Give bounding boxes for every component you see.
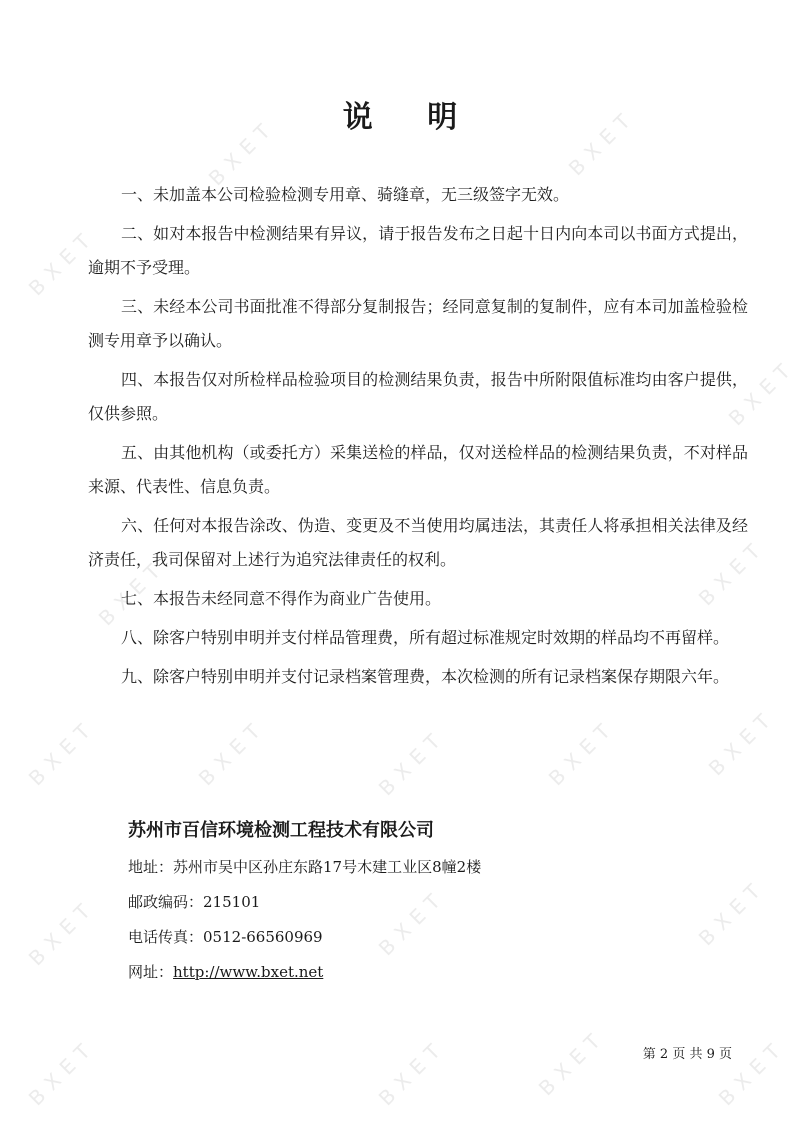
company-name: 苏州市百信环境检测工程技术有限公司 xyxy=(128,820,434,841)
page-title: 说 明 xyxy=(342,100,480,135)
website-row xyxy=(128,955,481,990)
phone-value: 0512-66560969 xyxy=(203,928,323,946)
clause-6: 六、任何对本报告涂改、伪造、变更及不当使用均属违法，其责任人将承担相关法律及经济责任，我司保留对上述行为追究法律责任的权利。 xyxy=(88,516,748,569)
address-row xyxy=(128,850,481,885)
watermark-text: BXET xyxy=(723,353,800,431)
website-link[interactable]: http://www.bxet.net xyxy=(173,963,324,981)
postcode-label: 邮政编码： xyxy=(128,893,204,911)
phone-label: 电话传真： xyxy=(128,928,204,946)
phone-row xyxy=(128,920,481,955)
watermark-text: BXET xyxy=(563,103,641,181)
watermark-text: BXET xyxy=(373,883,451,961)
watermark-text: BXET xyxy=(533,1023,611,1101)
watermark-text: BXET xyxy=(693,533,771,611)
clause-list xyxy=(88,178,748,699)
page-number: 第 2 页 共 9 页 xyxy=(642,1047,732,1062)
watermark-text: BXET xyxy=(193,713,271,791)
watermark-text: BXET xyxy=(693,873,771,951)
clause-5: 五、由其他机构（或委托方）采集送检的样品，仅对送检样品的检测结果负责，不对样品来源、代表性、信息负责。 xyxy=(88,443,748,496)
clause-8: 八、除客户特别申明并支付样品管理费，所有超过标准规定时效期的样品均不再留样。 xyxy=(121,628,730,647)
clause-1: 一、未加盖本公司检验检测专用章、骑缝章，无三级签字无效。 xyxy=(121,185,570,204)
clause-4: 四、本报告仅对所检样品检验项目的检测结果负责，报告中所附限值标准均由客户提供，仅供参照。 xyxy=(88,370,748,423)
watermark-text: BXET xyxy=(203,113,281,191)
watermark-text: BXET xyxy=(713,1033,791,1111)
watermark-text: BXET xyxy=(23,713,101,791)
postcode-row xyxy=(128,885,481,920)
watermark-text: BXET xyxy=(23,223,101,301)
contact-block xyxy=(128,850,481,990)
address-label: 地址： xyxy=(128,858,174,876)
watermark-text: BXET xyxy=(373,723,451,801)
watermark-text: BXET xyxy=(543,713,621,791)
watermark-text: BXET xyxy=(23,893,101,971)
clause-3: 三、未经本公司书面批准不得部分复制报告；经同意复制的复制件，应有本司加盖检验检测专用章予以确认。 xyxy=(88,297,748,350)
address-value: 苏州市吴中区孙庄东路17号木建工业区8幢2楼 xyxy=(173,858,482,876)
clause-9: 九、除客户特别申明并支付记录档案管理费，本次检测的所有记录档案保存期限六年。 xyxy=(121,667,730,686)
clause-2: 二、如对本报告中检测结果有异议，请于报告发布之日起十日内向本司以书面方式提出，逾期不予受理。 xyxy=(88,224,748,277)
watermark-text: BXET xyxy=(703,703,781,781)
website-label: 网址： xyxy=(128,963,174,981)
postcode-value: 215101 xyxy=(203,893,261,911)
clause-7: 七、本报告未经同意不得作为商业广告使用。 xyxy=(121,589,442,608)
watermark-text: BXET xyxy=(23,1033,101,1111)
watermark-text: BXET xyxy=(373,1033,451,1111)
watermark-text: BXET xyxy=(93,553,171,631)
